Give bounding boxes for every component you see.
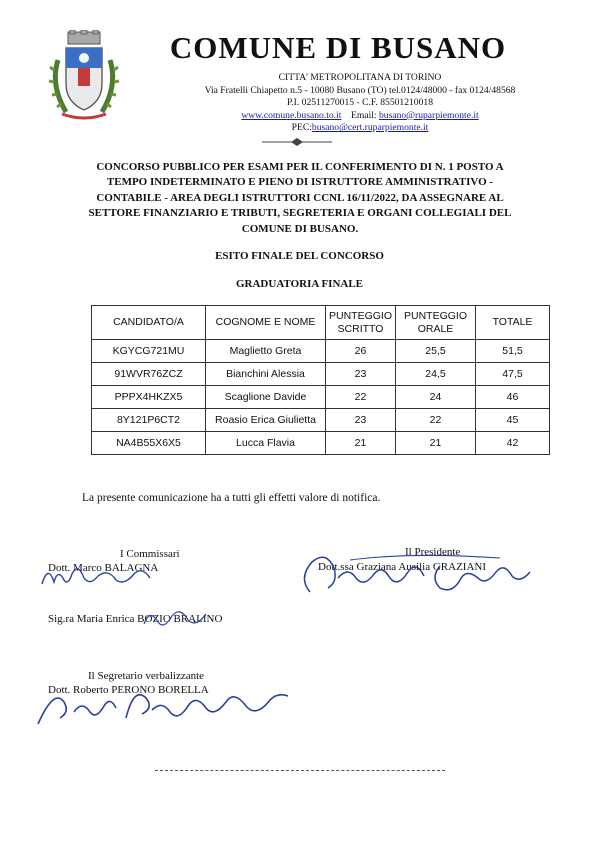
tax-codes: P.I. 02511270015 - C.F. 85501210018: [287, 97, 433, 109]
candidate-name: Lucca Flavia: [206, 432, 326, 455]
ranking-table: [91, 305, 550, 455]
email-label: Email:: [351, 109, 377, 121]
municipal-coat-of-arms-icon: [48, 30, 120, 122]
website-link[interactable]: www.comune.busano.to.it: [241, 109, 342, 121]
handwritten-signature-icon: [38, 556, 178, 592]
handwritten-signature-icon: [34, 682, 294, 732]
commissari-title: I Commissari: [120, 548, 180, 560]
concorso-line: TEMPO INDETERMINATO E PIENO DI ISTRUTTORE AMMINISTRATIVO -: [106, 176, 494, 189]
notification-text: La presente comunicazione ha a tutti gli effetti valore di notifica.: [82, 492, 381, 504]
column-header: PUNTEGGIO ORALE: [396, 306, 476, 340]
letterhead-info: [150, 72, 570, 135]
table-row: [92, 363, 550, 386]
column-header: PUNTEGGIO SCRITTO: [326, 306, 396, 340]
candidate-name: Roasio Erica Giulietta: [206, 409, 326, 432]
handwritten-signature-icon: [290, 548, 550, 600]
commissario-name: Dott. Marco BALAGNA: [48, 562, 159, 574]
concorso-line: COMUNE DI BUSANO.: [241, 222, 359, 235]
address: Via Fratelli Chiapetto n.5 - 10080 Busano (TO) tel.0124/48000 - fax 0124/48568: [204, 84, 516, 96]
written-score: 23: [326, 409, 396, 432]
footer-divider: [155, 770, 445, 771]
divider-ornament-icon: [262, 137, 332, 147]
segretario-name: Dott. Roberto PERONO BORELLA: [48, 684, 209, 696]
table-row: [92, 386, 550, 409]
pec-label: PEC:: [291, 122, 312, 134]
concorso-line: CONTABILE - AREA DEGLI ISTRUTTORI CCNL 16/11/2022, DA ASSEGNARE AL: [96, 191, 504, 204]
esito-heading: ESITO FINALE DEL CONCORSO: [215, 250, 384, 262]
column-header: COGNOME E NOME: [206, 306, 326, 340]
candidate-code: NA4B55X6X5: [92, 432, 206, 455]
total-score: 46: [476, 386, 550, 409]
email-link[interactable]: busano@ruparpiemonte.it: [379, 109, 479, 121]
concorso-line: CONCORSO PUBBLICO PER ESAMI PER IL CONFERIMENTO DI N. 1 POSTO A: [96, 161, 504, 173]
subtitle: CITTA' METROPOLITANA DI TORINO: [278, 72, 442, 83]
oral-score: 24: [396, 386, 476, 409]
table-row: [92, 432, 550, 455]
candidate-code: PPPX4HKZX5: [92, 386, 206, 409]
pec-link[interactable]: busano@cert.ruparpiemonte.it: [311, 122, 429, 134]
candidate-code: 8Y121P6CT2: [92, 409, 206, 432]
table-row: [92, 409, 550, 432]
column-header: CANDIDATO/A: [92, 306, 206, 340]
page-title: COMUNE DI BUSANO: [169, 30, 507, 65]
presidente-title: Il Presidente: [405, 546, 461, 558]
pec-line: [150, 122, 570, 135]
concorso-description: [80, 160, 520, 237]
candidate-code: KGYCG721MU: [92, 340, 206, 363]
written-score: 26: [326, 340, 396, 363]
concorso-line: SETTORE FINANZIARIO E TRIBUTI, SEGRETERIA E ORGANI COLLEGIALI DEL: [88, 207, 512, 220]
column-header: TOTALE: [476, 306, 550, 340]
candidate-code: 91WVR76ZCZ: [92, 363, 206, 386]
oral-score: 22: [396, 409, 476, 432]
total-score: 47,5: [476, 363, 550, 386]
graduatoria-heading: GRADUATORIA FINALE: [235, 278, 364, 290]
table-header-row: [92, 306, 550, 340]
contacts-line: [150, 110, 570, 123]
written-score: 23: [326, 363, 396, 386]
candidate-name: Bianchini Alessia: [206, 363, 326, 386]
segretario-title: Il Segretario verbalizzante: [88, 670, 205, 682]
written-score: 22: [326, 386, 396, 409]
total-score: 42: [476, 432, 550, 455]
oral-score: 21: [396, 432, 476, 455]
candidate-name: Scaglione Davide: [206, 386, 326, 409]
handwritten-signature-icon: [140, 604, 220, 630]
table-row: [92, 340, 550, 363]
commissario-name: Sig.ra Maria Enrica BOZIO BRALINO: [48, 613, 223, 625]
total-score: 51,5: [476, 340, 550, 363]
oral-score: 25,5: [396, 340, 476, 363]
written-score: 21: [326, 432, 396, 455]
oral-score: 24,5: [396, 363, 476, 386]
presidente-name: Dott.ssa Graziana Ausilia GRAZIANI: [318, 561, 487, 573]
candidate-name: Maglietto Greta: [206, 340, 326, 363]
total-score: 45: [476, 409, 550, 432]
